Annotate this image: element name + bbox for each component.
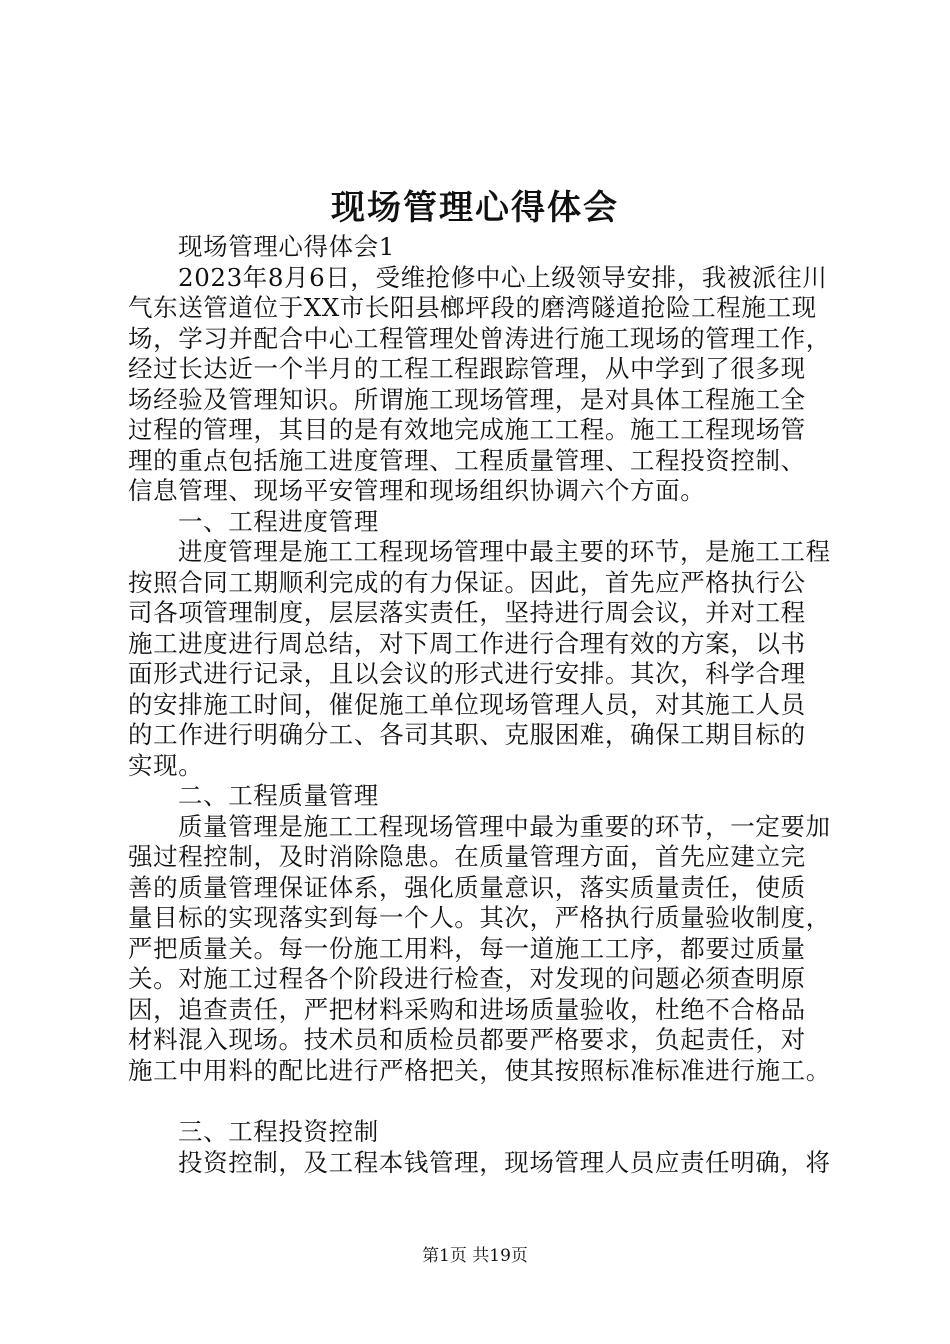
paragraph-line: 2023年8月6日，受维抢修中心上级领导安排，我被派往川 (178, 262, 828, 292)
document-title: 现场管理心得体会 (331, 188, 619, 228)
paragraph-line: 面形式进行记录，且以会议的形式进行安排。其次，科学合理 (128, 659, 806, 688)
page-footer: 第1页 共19页 (422, 1246, 528, 1266)
paragraph-line: 司各项管理制度，层层落实责任，坚持进行周会议，并对工程 (128, 598, 806, 627)
paragraph-line: 理的重点包括施工进度管理、工程质量管理、工程投资控制、 (128, 445, 806, 475)
section-heading: 一、工程进度管理 (178, 506, 379, 536)
paragraph-line: 善的质量管理保证体系，强化质量意识，落实质量责任，使质 (128, 872, 806, 902)
section-heading: 二、工程质量管理 (178, 781, 379, 810)
paragraph-line: 按照合同工期顺利完成的有力保证。因此，首先应严格执行公 (128, 567, 806, 597)
paragraph-line: 场经验及管理知识。所谓施工现场管理，是对具体工程施工全 (128, 384, 806, 414)
paragraph-line: 气东送管道位于XX市长阳县榔坪段的磨湾隧道抢险工程施工现 (128, 293, 817, 322)
paragraph-line: 的工作进行明确分工、各司其职、克服困难，确保工期目标的 (128, 720, 806, 749)
paragraph-line: 施工进度进行周总结，对下周工作进行合理有效的方案，以书 (128, 628, 806, 658)
document-body (128, 232, 848, 1178)
paragraph-line: 关。对施工过程各个阶段进行检查，对发现的问题必须查明原 (128, 964, 806, 993)
paragraph-line: 严把质量关。每一份施工用料，每一道施工工序，都要过质量 (128, 933, 806, 963)
section-subtitle: 现场管理心得体会1 (178, 232, 395, 261)
paragraph-line: 强过程控制，及时消除隐患。在质量管理方面，首先应建立完 (128, 842, 806, 871)
paragraph-line: 因，追查责任，严把材料采购和进场质量验收，杜绝不合格品 (128, 994, 806, 1024)
paragraph-line: 材料混入现场。技术员和质检员都要严格要求，负起责任，对 (128, 1025, 806, 1054)
paragraph-line: 经过长达近一个半月的工程工程跟踪管理，从中学到了很多现 (128, 354, 806, 383)
paragraph-line: 的安排施工时间，催促施工单位现场管理人员，对其施工人员 (128, 689, 806, 719)
paragraph-line: 进度管理是施工工程现场管理中最主要的环节，是施工工程 (178, 537, 831, 566)
paragraph-line: 施工中用料的配比进行严格把关，使其按照标准标准进行施工。 (128, 1055, 831, 1085)
paragraph-line: 过程的管理，其目的是有效地完成施工工程。施工工程现场管 (128, 415, 806, 444)
paragraph-line: 质量管理是施工工程现场管理中最为重要的环节，一定要加 (178, 811, 831, 841)
paragraph-line: 场，学习并配合中心工程管理处曾涛进行施工现场的管理工作， (128, 323, 831, 353)
paragraph-line: 实现。 (128, 750, 204, 780)
section-heading: 三、工程投资控制 (178, 1117, 379, 1146)
paragraph-line: 投资控制，及工程本钱管理，现场管理人员应责任明确，将 (178, 1147, 831, 1177)
blank-line (128, 1086, 848, 1117)
paragraph-line: 信息管理、现场平安管理和现场组织协调六个方面。 (128, 476, 706, 505)
paragraph-line: 量目标的实现落实到每一个人。其次，严格执行质量验收制度， (128, 903, 831, 932)
